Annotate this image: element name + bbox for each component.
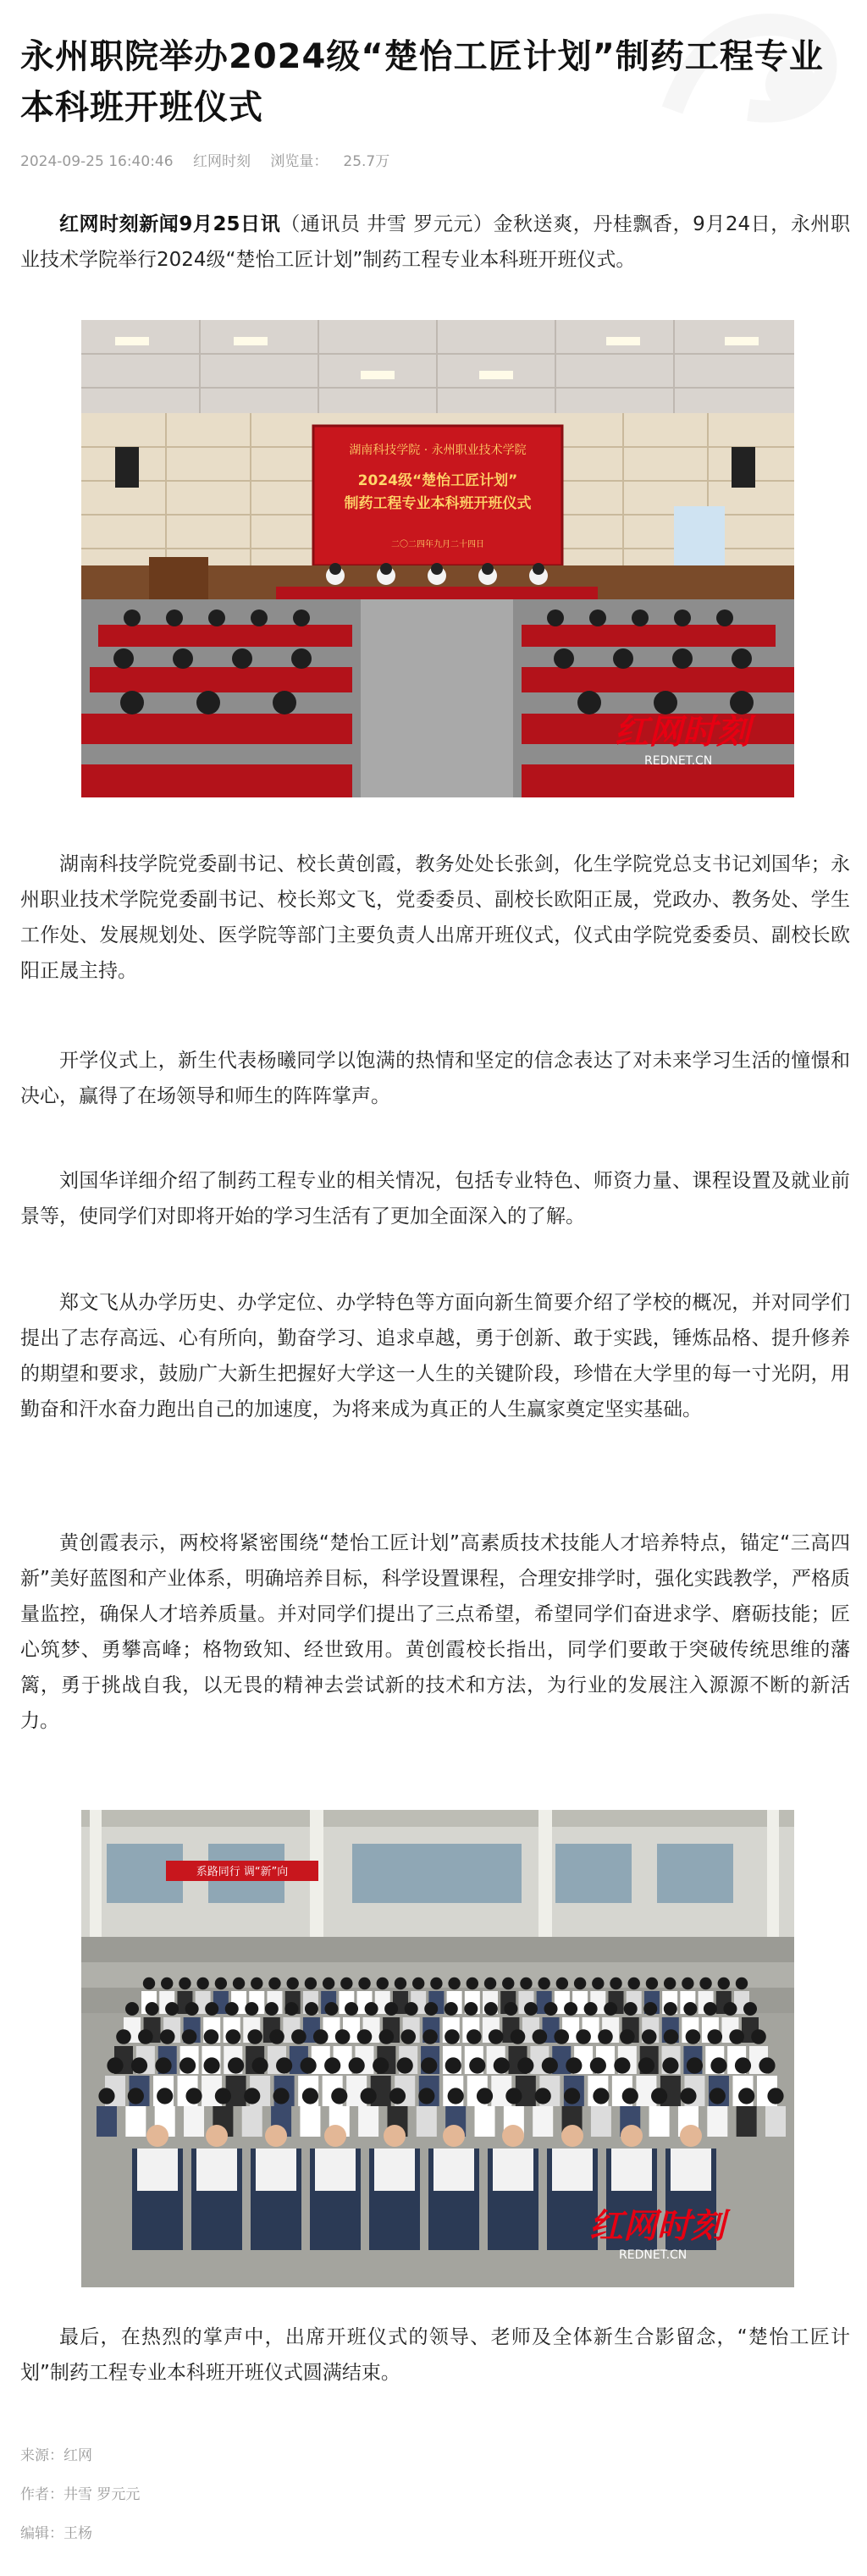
- group-photo: [81, 1810, 794, 2287]
- photo1-watermark-cn: 红网时刻: [615, 713, 750, 752]
- article-meta: [20, 149, 420, 170]
- lead-dateline: 红网时刻新闻9月25日讯: [59, 213, 281, 235]
- banner-line-4: 二〇二四年九月二十四日: [391, 540, 484, 549]
- footer-author-value: 井雪 罗元元: [64, 2486, 141, 2503]
- photo2-watermark-cn: 红网时刻: [589, 2207, 725, 2246]
- photo2-sign: 系路同行 调“新”向: [196, 1866, 289, 1878]
- article-title: 永州职院举办2024级“楚怡工匠计划”制药工程专业本科班开班仪式: [20, 36, 824, 127]
- footer-source-label: 来源：: [20, 2447, 64, 2464]
- lead-paragraph: [20, 207, 850, 278]
- view-count-value: 25.7万: [343, 153, 390, 170]
- paragraph-6: 最后，在热烈的掌声中，出席开班仪式的领导、老师及全体新生合影留念，“楚怡工匠计划”制药工程专业本科班开班仪式圆满结束。: [20, 2326, 850, 2384]
- banner-line-1: 湖南科技学院 · 永州职业技术学院: [349, 444, 527, 457]
- paragraph-4: 郑文飞从办学历史、办学定位、办学特色等方面向新生简要介绍了学校的概况，并对同学们提出了志存高远、心有所向，勤奋学习、追求卓越，勇于创新、敢于实践，锤炼品格、提升修养的期望和要求，鼓励广大新生把握好大学这一人生的关键阶段，珍惜在大学里的每一寸光阴，用勤奋和汗水奋力跑出自己的加速度，为将来成为真正的人生赢家奠定坚实基础。: [20, 1292, 850, 1420]
- ceremony-photo: [81, 320, 794, 797]
- group-photo-image: [81, 1810, 794, 2287]
- paragraph-1: 湖南科技学院党委副书记、校长黄创霞，教务处处长张剑，化生学院党总支书记刘国华；永州职业技术学院党委副书记、校长郑文飞，党委委员、副校长欧阳正晟，党政办、教务处、学生工作处、发展规划处、医学院等部门主要负责人出席开班仪式，仪式由学院党委委员、副校长欧阳正晟主持。: [20, 853, 850, 982]
- paragraph-3: 刘国华详细介绍了制药工程专业的相关情况，包括专业特色、师资力量、课程设置及就业前景等，使同学们对即将开始的学习生活有了更加全面深入的了解。: [20, 1170, 850, 1227]
- paragraph-2: 开学仪式上，新生代表杨曦同学以饱满的热情和坚定的信念表达了对未来学习生活的憧憬和决心，赢得了在场领导和师生的阵阵掌声。: [20, 1050, 850, 1107]
- view-count: [270, 153, 405, 170]
- banner-line-2: 2024级“楚怡工匠计划”: [357, 472, 518, 489]
- footer-source: [20, 2443, 92, 2464]
- publish-datetime: 2024-09-25 16:40:46: [20, 153, 174, 170]
- footer-author-label: 作者：: [20, 2486, 64, 2503]
- lead-text: （通讯员 井雪 罗元元）金秋送爽，丹桂飘香，9月24日，永州职业技术学院举行2024级“楚怡工匠计划”制药工程专业本科班开班仪式。: [20, 213, 850, 271]
- footer-editor: [20, 2521, 92, 2542]
- photo2-watermark-en: REDNET.CN: [619, 2248, 688, 2262]
- footer-editor-value: 王杨: [64, 2525, 92, 2542]
- footer-source-value: 红网: [64, 2447, 92, 2464]
- photo1-watermark-en: REDNET.CN: [644, 754, 713, 768]
- footer-editor-label: 编辑：: [20, 2525, 64, 2542]
- view-count-label: 浏览量：: [270, 153, 329, 170]
- paragraph-5: 黄创霞表示，两校将紧密围绕“楚怡工匠计划”高素质技术技能人才培养特点，锚定“三高四新”美好蓝图和产业体系，明确培养目标，科学设置课程，合理安排学时，强化实践教学，严格质量监控，确保人才培养质量。并对同学们提出了三点希望，希望同学们奋进求学、磨砺技能；匠心筑梦、勇攀高峰；格物致知、经世致用。黄创霞校长指出，同学们要敢于突破传统思维的藩篱，勇于挑战自我，以无畏的精神去尝试新的技术和方法，为行业的发展注入源源不断的新活力。: [20, 1532, 850, 1732]
- ceremony-photo-image: [81, 320, 794, 797]
- source-link[interactable]: 红网时刻: [192, 153, 251, 170]
- banner-line-3: 制药工程专业本科班开班仪式: [344, 495, 532, 512]
- footer-author: [20, 2482, 140, 2503]
